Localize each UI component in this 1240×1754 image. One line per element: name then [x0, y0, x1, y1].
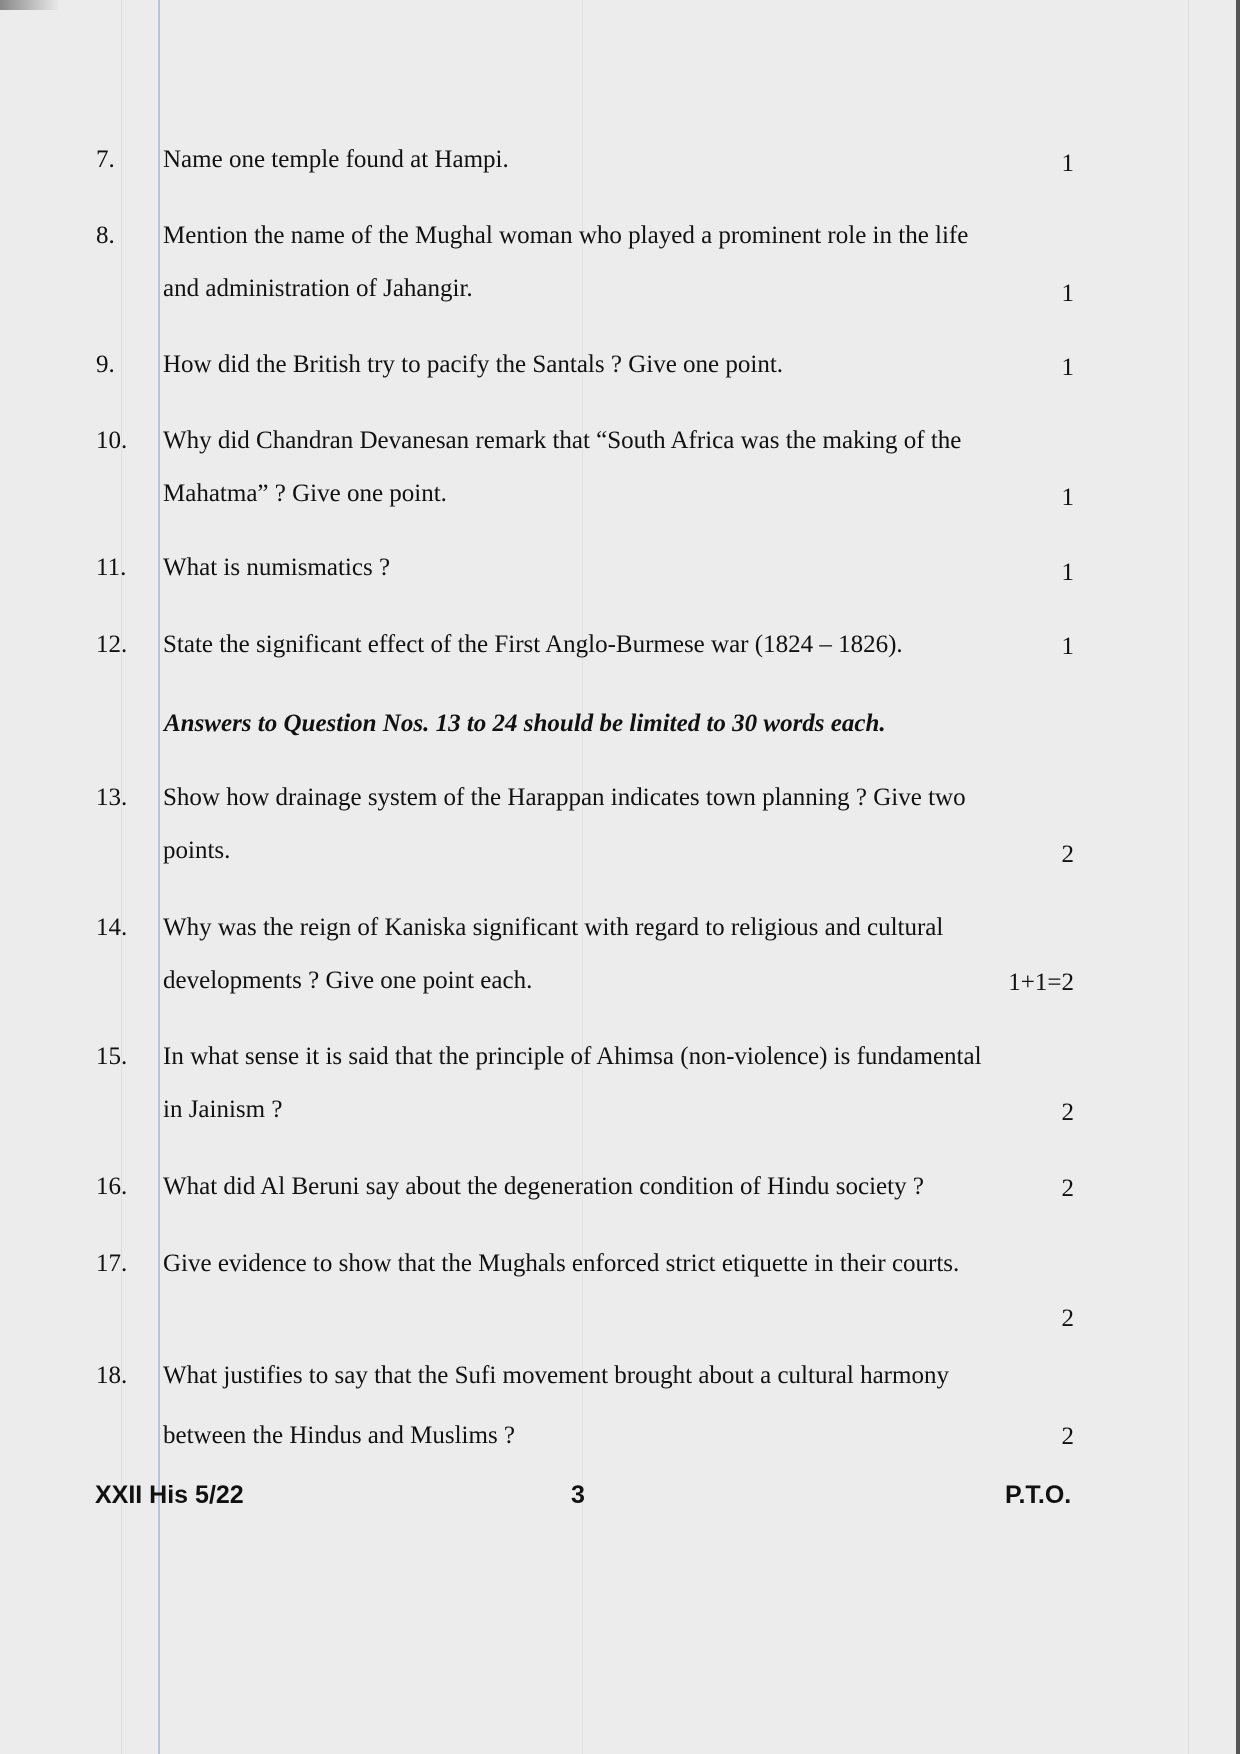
question-number: 14. [96, 914, 128, 941]
question-text: Show how drainage system of the Harappan indicates town planning ? Give two [163, 784, 966, 811]
question-number: 17. [96, 1250, 128, 1277]
question-number: 7. [96, 146, 115, 173]
question-text: between the Hindus and Muslims ? [163, 1422, 516, 1449]
question-text: What justifies to say that the Sufi movement brought about a cultural harmony [163, 1362, 949, 1389]
question-marks: 2 [1061, 1423, 1074, 1450]
question-number: 8. [96, 222, 115, 249]
question-text: Name one temple found at Hampi. [163, 146, 509, 173]
question-number: 10. [96, 427, 128, 454]
question-text: What did Al Beruni say about the degeneration condition of Hindu society ? [163, 1173, 924, 1200]
question-text: How did the British try to pacify the Santals ? Give one point. [163, 351, 784, 378]
page-edge [1236, 0, 1240, 1754]
question-number: 12. [96, 631, 128, 658]
paper-code: XXII His 5/22 [95, 1481, 244, 1509]
question-number: 16. [96, 1173, 128, 1200]
question-marks: 1+1=2 [1008, 969, 1074, 996]
question-text: and administration of Jahangir. [163, 275, 473, 302]
question-number: 18. [96, 1362, 128, 1389]
question-marks: 1 [1061, 484, 1074, 511]
question-text: What is numismatics ? [163, 554, 391, 581]
question-text: in Jainism ? [163, 1096, 283, 1123]
question-text: Mahatma” ? Give one point. [163, 480, 447, 507]
section-instruction: Answers to Question Nos. 13 to 24 should be limited to 30 words each. [164, 710, 886, 737]
question-number: 13. [96, 784, 128, 811]
question-marks: 2 [1061, 1099, 1074, 1126]
question-marks: 1 [1061, 559, 1074, 586]
question-marks: 2 [1061, 1175, 1074, 1202]
scan-corner-shadow [0, 0, 60, 10]
ruling-line [1188, 0, 1189, 1754]
please-turn-over: P.T.O. [1005, 1481, 1072, 1509]
question-marks: 2 [1061, 1305, 1074, 1332]
question-marks: 1 [1061, 354, 1074, 381]
question-text: Give evidence to show that the Mughals enforced strict etiquette in their courts. [163, 1250, 960, 1277]
question-number: 11. [96, 554, 127, 581]
question-text: State the significant effect of the First Anglo-Burmese war (1824 – 1826). [163, 631, 903, 658]
question-marks: 1 [1061, 280, 1074, 307]
question-marks: 2 [1061, 841, 1074, 868]
question-text: Why was the reign of Kaniska significant with regard to religious and cultural [163, 914, 944, 941]
question-text: points. [163, 837, 231, 864]
question-number: 15. [96, 1043, 128, 1070]
question-text: In what sense it is said that the principle of Ahimsa (non-violence) is fundamental [163, 1043, 982, 1070]
page-number: 3 [571, 1481, 585, 1509]
question-marks: 1 [1061, 150, 1074, 177]
question-number: 9. [96, 351, 115, 378]
question-text: developments ? Give one point each. [163, 967, 533, 994]
question-marks: 1 [1061, 633, 1074, 660]
question-text: Why did Chandran Devanesan remark that “South Africa was the making of the [163, 427, 962, 454]
question-text: Mention the name of the Mughal woman who played a prominent role in the life [163, 222, 969, 249]
